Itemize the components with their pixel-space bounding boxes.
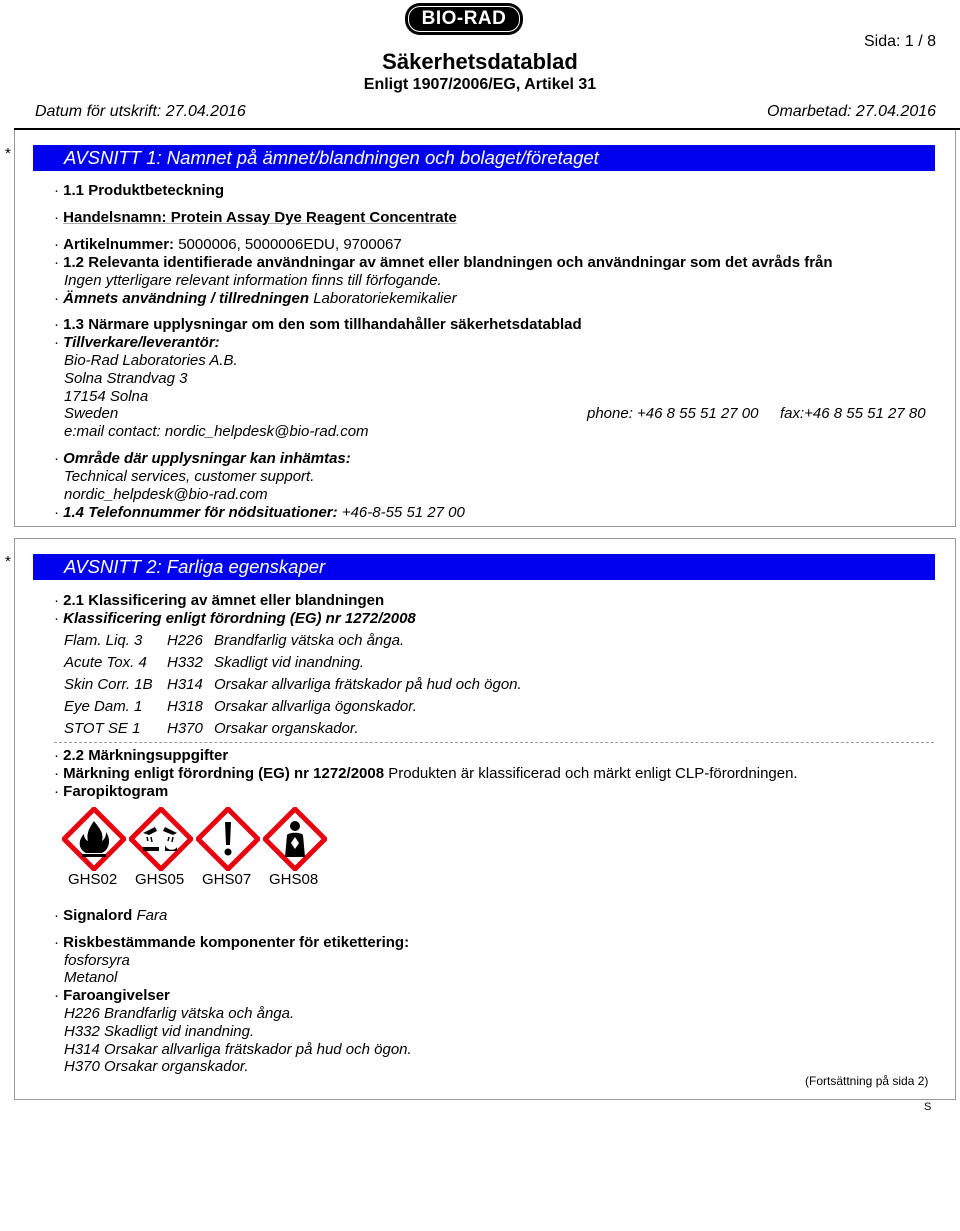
document-title: Säkerhetsdatablad [382,49,578,74]
logo-text: BIO-RAD [408,6,520,32]
s1-trade-name: · Handelsnamn: Protein Assay Dye Reagent Concentrate [54,209,457,226]
class-code: H318 [167,698,203,715]
s2-p21: · 2.1 Klassificering av ämnet eller blandningen [54,592,385,609]
s1-address-line-4: Sweden [64,405,119,422]
page-number: Sida: 1 / 8 [864,33,937,50]
dashed-divider [54,742,934,743]
s1-info-line-1: Technical services, customer support. [64,468,315,485]
revised-date: Omarbetad: 27.04.2016 [767,103,937,120]
s1-supplier-label: · Tillverkare/leverantör: [54,334,220,351]
s1-use: · Ämnets användning / tillredningen Laboratoriekemikalier [54,290,457,307]
class-text: Orsakar organskador. [214,720,359,737]
pictogram-code: GHS02 [68,871,118,888]
pictogram-code: GHS05 [135,871,185,888]
s1-p12-text: Ingen ytterligare relevant information finns till förfogande. [64,272,442,289]
s2-risk-component: fosforsyra [64,952,130,969]
section-2-changed-mark: * [5,553,11,570]
class-category: Eye Dam. 1 [64,698,143,715]
hazard-statement: H370 Orsakar organskador. [64,1058,249,1075]
print-date: Datum för utskrift: 27.04.2016 [35,103,246,120]
s1-address-line-2: Solna Strandvag 3 [64,370,188,387]
s1-article-number: · Artikelnummer: 5000006, 5000006EDU, 9700067 [54,236,402,253]
class-category: Flam. Liq. 3 [64,632,143,649]
class-category: Acute Tox. 4 [64,654,147,671]
s2-p22: · 2.2 Märkningsuppgifter [54,747,229,764]
footer-s-mark: S [924,1101,932,1113]
s1-address-line-1: Bio-Rad Laboratories A.B. [64,352,238,369]
s2-label-regulation: · Märkning enligt förordning (EG) nr 1272/2008 Produkten är klassificerad och märkt enligt CLP-förordningen. [54,765,798,782]
class-text: Orsakar allvarliga frätskador på hud och ögon. [214,676,522,693]
hazard-statement: H226 Brandfarlig vätska och ånga. [64,1005,295,1022]
s1-p13: · 1.3 Närmare upplysningar om den som tillhandahåller säkerhetsdatablad [54,316,582,333]
s2-pictogram-label: · Faropiktogram [54,783,169,800]
pictogram-code: GHS07 [202,871,252,888]
pictogram-code: GHS08 [269,871,319,888]
class-code: H370 [167,720,203,737]
s1-emergency-phone: · 1.4 Telefonnummer för nödsituationer: +46-8-55 51 27 00 [54,504,465,521]
s1-phone: phone: +46 8 55 51 27 00 [587,405,759,422]
class-code: H314 [167,676,203,693]
section-1-changed-mark: * [5,145,11,162]
s2-risk-label: · Riskbestämmande komponenter för etikettering: [54,934,410,951]
class-text: Orsakar allvarliga ögonskador. [214,698,417,715]
class-category: Skin Corr. 1B [64,676,153,693]
s1-p11: · 1.1 Produktbeteckning [54,182,225,199]
s2-class-label: · Klassificering enligt förordning (EG) nr 1272/2008 [54,610,416,627]
s2-signal-word: · Signalord Fara [54,907,168,924]
section-2-heading: AVSNITT 2: Farliga egenskaper [33,554,935,580]
s1-p12: · 1.2 Relevanta identifierade användningar av ämnet eller blandningen och användningar som det avråds från [54,254,833,271]
s1-address-line-3: 17154 Solna [64,388,149,405]
bio-rad-logo [405,3,523,35]
s2-risk-component: Metanol [64,969,118,986]
corrosion-icon [129,807,193,871]
class-code: H226 [167,632,203,649]
class-category: STOT SE 1 [64,720,141,737]
class-code: H332 [167,654,203,671]
class-text: Brandfarlig vätska och ånga. [214,632,405,649]
hazard-statement: H314 Orsakar allvarliga frätskador på hud och ögon. [64,1041,412,1058]
flame-icon [62,807,126,871]
s1-email: e:mail contact: nordic_helpdesk@bio-rad.com [64,423,369,440]
s1-info-line-2: nordic_helpdesk@bio-rad.com [64,486,268,503]
section-1-heading: AVSNITT 1: Namnet på ämnet/blandningen och bolaget/företaget [33,145,935,171]
document-subtitle: Enligt 1907/2006/EG, Artikel 31 [363,76,597,93]
continued-note: (Fortsättning på sida 2) [805,1074,929,1088]
exclamation-icon [196,807,260,871]
hazard-statement: H332 Skadligt vid inandning. [64,1023,255,1040]
s1-fax: fax:+46 8 55 51 27 80 [780,405,926,422]
s1-info-label: · Område där upplysningar kan inhämtas: [54,450,351,467]
s2-hazard-label: · Faroangivelser [54,987,170,1004]
class-text: Skadligt vid inandning. [214,654,365,671]
health-hazard-icon [263,807,327,871]
